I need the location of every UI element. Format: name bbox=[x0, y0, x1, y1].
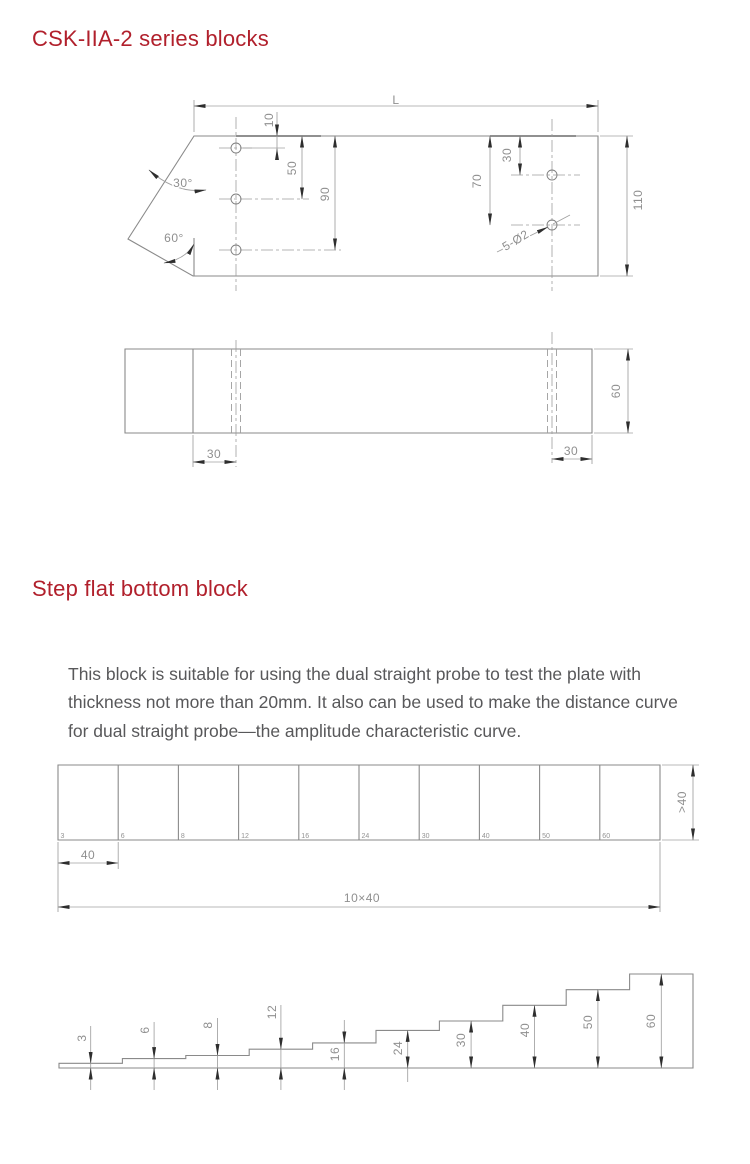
dim-label-10: 10 bbox=[262, 112, 277, 128]
hidden-hole-lines bbox=[232, 349, 557, 433]
dim-label-30-left: 30 bbox=[206, 447, 222, 462]
dimension-labels bbox=[81, 791, 689, 905]
dim-label-70: 70 bbox=[470, 173, 485, 189]
cell-label: 12 bbox=[241, 833, 249, 840]
dimension-labels bbox=[207, 384, 623, 461]
cell-label: 50 bbox=[542, 833, 550, 840]
step-label-40: 40 bbox=[518, 1022, 533, 1038]
cell-label: 60 bbox=[602, 833, 611, 840]
dim-label-50: 50 bbox=[285, 160, 300, 176]
step-top-view-drawing bbox=[0, 755, 750, 917]
dim-label-gt40: >40 bbox=[675, 791, 690, 813]
block-outline bbox=[58, 765, 660, 840]
cell-label: 16 bbox=[301, 833, 310, 840]
step-label-8: 8 bbox=[201, 1021, 216, 1029]
dim-label-40: 40 bbox=[80, 848, 96, 863]
cell-label: 40 bbox=[481, 833, 490, 840]
section-title-step: Step flat bottom block bbox=[32, 576, 248, 601]
centerlines bbox=[219, 117, 580, 291]
dim-label-30-right: 30 bbox=[563, 444, 579, 459]
step-label-60: 60 bbox=[644, 1013, 659, 1029]
cell-label: 3 bbox=[60, 833, 65, 840]
step-label-12: 12 bbox=[265, 1004, 280, 1020]
dim-label-60: 60 bbox=[609, 383, 624, 399]
step-label-50: 50 bbox=[581, 1014, 596, 1030]
step-label-16: 16 bbox=[328, 1046, 343, 1062]
step-block-description: This block is suitable for using the dual straight probe to test the plate with thickness not more than 20mm. It also can be used to make the distance curve for dual straight probe—the amplitude characteristic curve. bbox=[68, 663, 678, 741]
section-title-csk: CSK-IIA-2 series blocks bbox=[32, 26, 269, 51]
holes-note-label: 5-Ø2 bbox=[499, 226, 532, 254]
step-label-6: 6 bbox=[138, 1026, 153, 1034]
block-outline bbox=[125, 349, 592, 433]
cell-label: 30 bbox=[421, 833, 430, 840]
step-label-24: 24 bbox=[391, 1040, 406, 1056]
dim-label-110: 110 bbox=[631, 189, 646, 211]
dim-label-length: L bbox=[392, 93, 400, 108]
cell-label: 24 bbox=[361, 833, 370, 840]
step-side-view-drawing bbox=[0, 945, 750, 1105]
dim-label-90: 90 bbox=[318, 186, 333, 202]
centerlines bbox=[236, 332, 552, 467]
dim-label-30-right: 30 bbox=[500, 147, 515, 163]
cell-label: 6 bbox=[120, 833, 125, 840]
angle-label-60: 60° bbox=[164, 231, 184, 246]
dim-label-10x40: 10×40 bbox=[343, 891, 381, 906]
cell-depth-labels bbox=[61, 833, 611, 840]
step-height-labels bbox=[75, 1005, 658, 1061]
block-outline bbox=[128, 136, 598, 276]
cell-label: 8 bbox=[180, 833, 185, 840]
step-label-30: 30 bbox=[454, 1032, 469, 1048]
angle-label-30: 30° bbox=[173, 176, 193, 191]
csk-front-view-drawing bbox=[0, 85, 750, 300]
csk-top-view-drawing bbox=[0, 318, 750, 475]
step-label-3: 3 bbox=[75, 1034, 90, 1042]
